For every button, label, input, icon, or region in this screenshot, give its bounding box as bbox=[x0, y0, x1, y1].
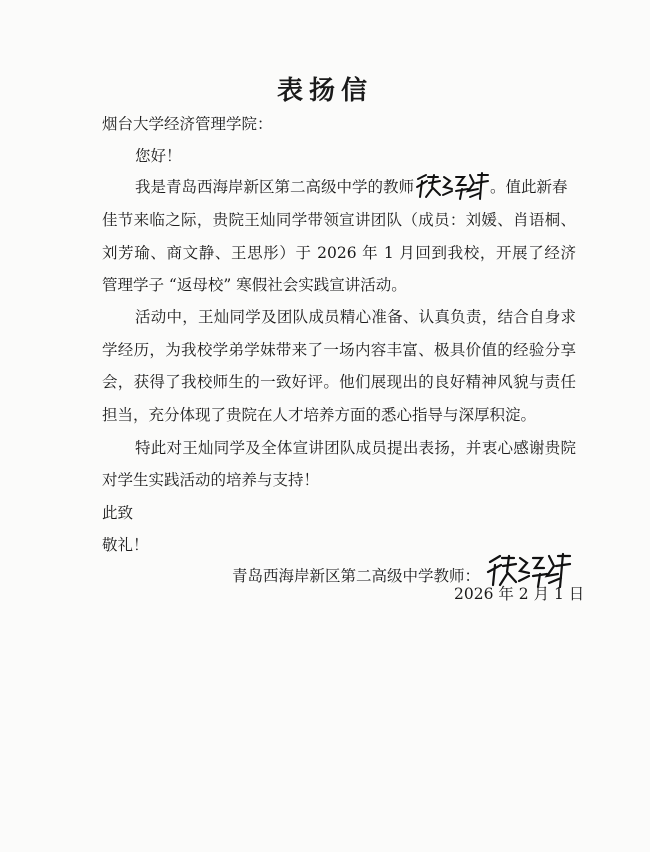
para2-line2: 学经历，为我校学弟学妹带来了一场内容丰富、极具价值的经验分享 bbox=[102, 341, 576, 359]
letter-date: 2026 年 2 月 1 日 bbox=[454, 585, 585, 603]
para1-line2: 佳节来临之际，贵院王灿同学带领宣讲团队（成员：刘媛、肖语桐、 bbox=[102, 211, 576, 229]
para1-line1 bbox=[135, 177, 568, 197]
para2-line3: 会，获得了我校师生的一致好评。他们展现出的良好精神风貌与责任 bbox=[102, 373, 576, 391]
inline-signature bbox=[414, 177, 490, 197]
signature-label: 青岛西海岸新区第二高级中学教师： bbox=[232, 567, 481, 585]
para2-line4: 担当，充分体现了贵院在人才培养方面的悉心指导与深厚积淀。 bbox=[102, 406, 537, 424]
para1-line1-after-signature: 。值此新春 bbox=[490, 178, 568, 196]
para2-line1: 活动中，王灿同学及团队成员精心准备、认真负责，结合自身求 bbox=[135, 308, 576, 326]
greeting: 您好！ bbox=[135, 147, 182, 165]
closing-line1: 此致 bbox=[102, 504, 134, 522]
para1-line4: 管理学子 “返母校” 寒假社会实践宣讲活动。 bbox=[102, 276, 407, 294]
para1-line1-before-signature: 我是青岛西海岸新区第二高级中学的教师 bbox=[135, 178, 415, 196]
handwritten-signature-icon bbox=[414, 171, 490, 201]
closing-line2: 敬礼！ bbox=[102, 536, 149, 554]
para3-line2: 对学生实践活动的培养与支持！ bbox=[102, 471, 320, 489]
letter-title: 表扬信 bbox=[276, 76, 373, 106]
addressee: 烟台大学经济管理学院： bbox=[102, 115, 273, 133]
para1-line3: 刘芳瑜、商文静、王思彤）于 2026 年 1 月回到我校，开展了经济 bbox=[102, 244, 576, 262]
para3-line1: 特此对王灿同学及全体宣讲团队成员提出表扬，并衷心感谢贵院 bbox=[135, 439, 576, 457]
